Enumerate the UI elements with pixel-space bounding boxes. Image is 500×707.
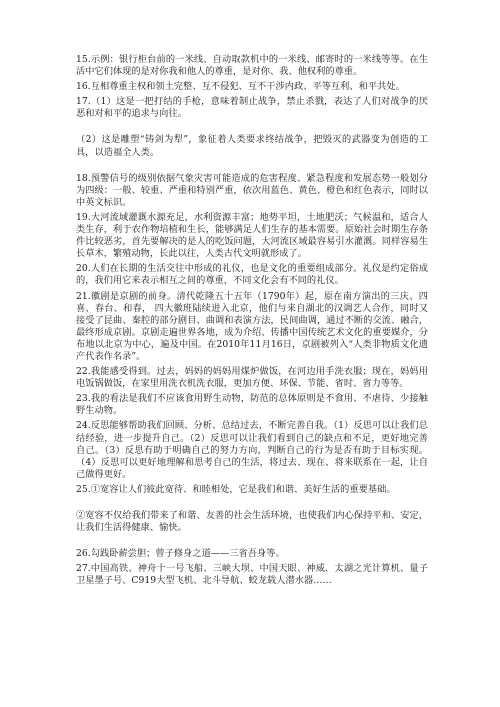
paragraph-27: 27.中国高铁、神舟十一号飞船、三峡大坝、中国天眼、神威．太湖之光计算机、量子卫星墨子号、C919大型飞机、北斗导航、蛟龙载人潜水器…… [76,563,428,587]
paragraph-26: 26.勾践卧薪尝胆；曾子修身之道——三省吾身等。 [76,548,285,560]
paragraph-24: 24.反思能够帮助我们回顾、分析、总结过去，不断完善自我。（1）反思可以让我们总结经验，进一步提升自己。（2）反思可以让我们看到自己的缺点和不足，更好地完善自己。（3）反思有助于明确自己的努力方向，判断自己的行为是否有助于目标实现。（4）反思可以更好地理解和思考自己的生活，将过去、现在、将来联系在一起，让自己做得更好。 [76,420,428,480]
paragraph-21: 21.徽剧是京剧的前身。清代乾隆五十五年（1790年）起，原在南方演出的三庆、四喜、春台、和春， 四大徽班陆续进入北京，他们与来自湖北的汉调艺人合作，同时又接受了昆曲、秦腔的部分剧目、曲调和表演方法，民间曲调，通过不断的交流、融合，最终形成京剧。京剧走遍世界各地，成为介绍、传播中国传统艺术文化的重要媒介，分布地以北京为中心，遍及中国。在2010年11月16日，京剧被列入“人类非物质文化遗产代表作名录”。 [76,290,428,362]
paragraph-23: 23.我的看法是我们不应该食用野生动物，防范的总体原则是不食用、不虐待、少接触野生动物。 [76,393,428,417]
paragraph-25-2: ②宽容不仅给我们带来了和谐、友善的社会生活环境，也使我们内心保持平和、安定，让我们生活得健康、愉快。 [76,510,428,534]
paragraph-17-1: 17.（1）这是一把打结的手枪，意味着制止战争，禁止杀戮，表达了人们对战争的厌恶和对和平的追求与向往。 [76,96,428,120]
paragraph-15: 15.示例：银行柜台前的一米线、自动取款机中的一米线、邮寄时的一米线等等。在生活中它们体现的是对你我和他人的尊重，是对你、我、他权利的尊重。 [76,54,428,78]
paragraph-16: 16.互相尊重主权和领土完整、互不侵犯、互不干涉内政、平等互利、和平共处。 [76,81,405,93]
paragraph-22: 22.我能感受得到。过去，妈妈的妈妈用煤炉做饭，在河边用手洗衣服；现在，妈妈用电饭锅做饭，在家里用洗衣机洗衣服，更加方便、环保、节能、省时、省力等等。 [76,366,428,390]
paragraph-20: 20.人们在长期的生活交往中形成的礼仪，也是文化的重要组成部分。礼仪是约定俗成的，我们用它来表示相互之间的尊重，不同文化会有不同的礼仪。 [76,263,428,287]
paragraph-19: 19.大河流域灌溉水源充足，水利资源丰富；地势平坦，土地肥沃；气候温和，适合人类生存，利于农作物培植和生长，能够满足人们生存的基本需要。原始社会时期生存条件比较恶劣，首先要解决的是人的吃饭问题，大河流区域最容易引水灌溉。同样容易生长草木，繁殖动物，长此以往，人类古代文明就形成了。 [76,211,428,260]
paragraph-18: 18.预警信号的级别依据气象灾害可能造成的危害程度、紧急程度和发展态势一般划分为四级：一般、较重、严重和特别严重，依次用蓝色、黄色、橙色和红色表示，同时以中英文标识。 [76,172,428,208]
document-body [76,54,428,590]
paragraph-25-1: 25.①宽容让人们彼此宽待、和睦相处，它是我们和谐、美好生活的重要基础。 [76,483,396,495]
paragraph-17-2: （2）这是雕塑“铸剑为犁”，象征着人类要求终结战争，把毁灭的武器变为创造的工具，以造福全人类。 [76,134,428,158]
